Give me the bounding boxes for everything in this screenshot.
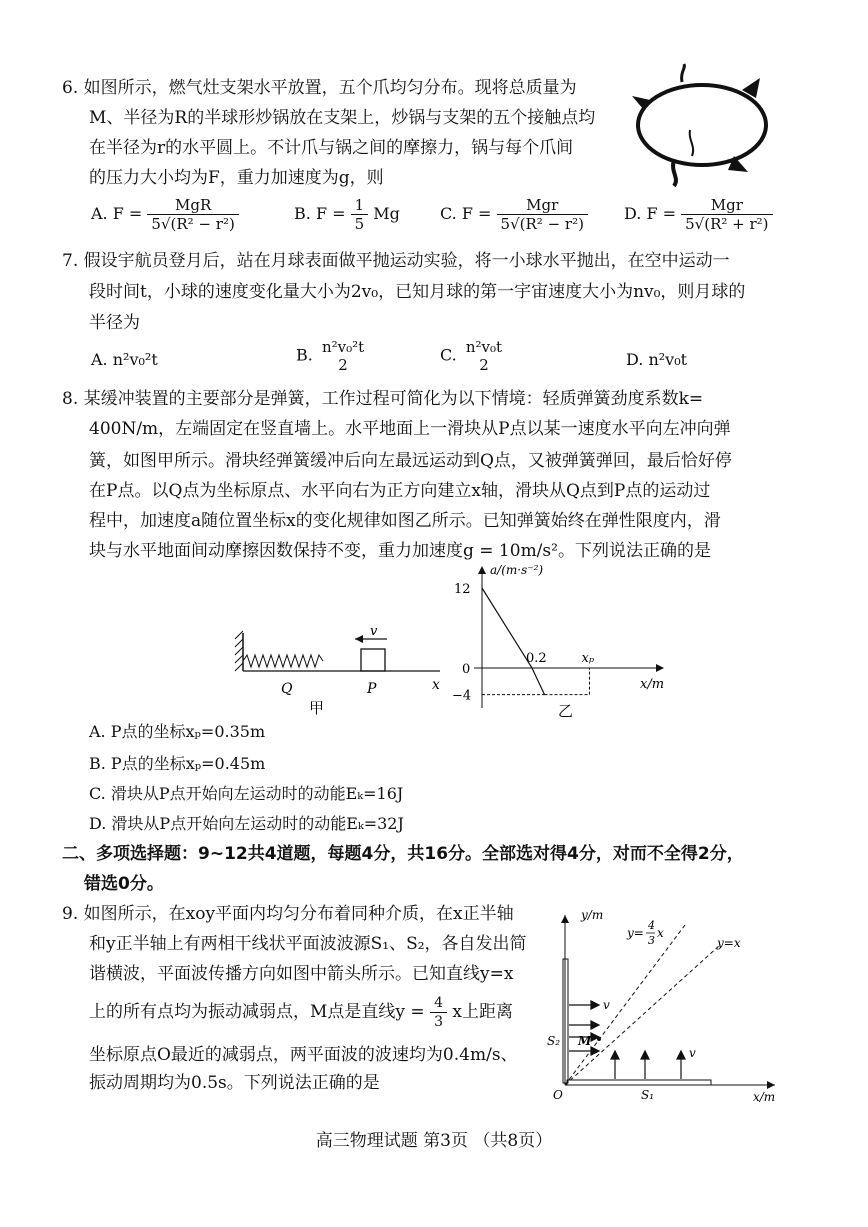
q8-option-b: B. P点的坐标xₚ=0.45m (89, 754, 266, 773)
yi-y-arrow (478, 566, 486, 574)
q9-fig-v2: v (689, 1046, 696, 1060)
jia-caption: 甲 (309, 699, 325, 715)
yi-series-a-x (482, 588, 545, 695)
q8-line-5: 程中，加速度a随位置坐标x的变化规律如图乙所示。已知弹簧始终在弹性限度内，滑 (89, 511, 721, 531)
q9-fig-line1: y= (627, 926, 644, 940)
q8-line-3: 簧，如图甲所示。滑块经弹簧缓冲后向左最远运动到Q点，又被弹簧弹回，最后恰好停 (89, 451, 732, 471)
q9-fig-ylabel: y/m (581, 908, 604, 922)
q6-option-a: A. F = $\frac{\text{MgR}}{\text{5√(R² − r²)}}$ (91, 196, 239, 233)
q6-line-1: 6. 如图所示，燃气灶支架水平放置，五个爪均匀分布。现将总质量为 (62, 78, 577, 98)
q6-line-4: 的压力大小均为F，重力加速度为g，则 (89, 168, 384, 188)
q7-line-1: 7. 假设宇航员登月后，站在月球表面做平抛运动实验，将一小球水平抛出，在空中运动一 (62, 251, 730, 271)
section2-heading-cont: 错选0分。 (84, 874, 164, 894)
q9-fig-m: M (578, 1034, 592, 1048)
q8-line-6: 块与水平地面间动摩擦因数保持不变，重力加速度g = 10m/s²。下列说法正确的是 (89, 541, 711, 561)
q9-fig-line1-num: 4 (648, 919, 655, 932)
q7-option-b: B. n²v₀²t 2 (296, 338, 365, 374)
q9-fig-line1-x: x (657, 926, 664, 940)
yi-ylabel: a/(m·s⁻²) (490, 563, 544, 577)
yi-caption: 乙 (558, 702, 574, 720)
q6-a-den: 5√(R² − r²) (151, 215, 235, 233)
q9-fig-xlabel: x/m (753, 1090, 776, 1104)
q6-option-d: D. F = $\frac{\text{Mgr}}{\text{5√(R² + r²)}}$ (624, 196, 773, 233)
section2-heading: 二、多项选择题：9~12共4道题，每题4分，共16分。全部选对得4分，对而不全得2分， (62, 844, 744, 864)
yi-x-arrow (656, 664, 664, 672)
q9-line-3: 谐横波，平面波传播方向如图中箭头所示。已知直线y=x (89, 964, 514, 984)
q7-option-a: A. n²v₀²t (91, 350, 158, 369)
q7-line-2: 段时间t，小球的速度变化量大小为2v₀，已知月球的第一宇宙速度大小为nv₀，则月球的 (89, 282, 746, 302)
q6-option-b: B. F = $\frac{1}{5}$ Mg (294, 196, 400, 233)
jia-v-label: v (370, 624, 378, 639)
yi-tick-xp: xₚ (581, 651, 595, 666)
page-footer: 高三物理试题 第3页 （共8页） (315, 1131, 553, 1151)
q9-fig-origin: O (553, 1088, 563, 1102)
yi-tick-0: 0 (462, 662, 471, 677)
q9-fig-s1: S₁ (641, 1088, 655, 1102)
q9-line-6: 振动周期均为0.5s。下列说法正确的是 (89, 1073, 380, 1093)
q8-line-4: 在P点。以Q点为坐标原点、水平向右为正方向建立x轴，滑块从Q点到P点的运动过 (89, 481, 711, 501)
q9-wave-figure (545, 895, 785, 1105)
q9-fig-line2: y=x (717, 936, 741, 950)
q8-option-d: D. 滑块从P点开始向左运动时的动能Eₖ=32J (89, 814, 404, 833)
q6-line-2: M、半径为R的半球形炒锅放在支架上，炒锅与支架的五个接触点均 (89, 108, 596, 128)
q9-line-4: 上的所有点均为振动减弱点，M点是直线y = $\frac{4}{3}$ x上距离 (89, 995, 513, 1030)
q6-a-num: MgR (147, 196, 238, 215)
q6-line-3: 在半径为r的水平圆上。不计爪与锅之间的摩擦力，锅与每个爪间 (89, 138, 574, 158)
yi-tick-neg4: −4 (452, 688, 472, 704)
q8-line-2: 400N/m，左端固定在竖直墙上。水平地面上一滑块从P点以某一速度水平向左冲向弹 (89, 419, 731, 439)
figure-yi-acceleration-chart (440, 560, 690, 720)
q8-option-a: A. P点的坐标xₚ=0.35m (89, 722, 266, 741)
q8-option-c: C. 滑块从P点开始向左运动时的动能Eₖ=16J (89, 784, 404, 803)
q7-option-d: D. n²v₀t (626, 350, 688, 369)
yi-tick-0.2: 0.2 (526, 651, 547, 666)
q9-fig-v1: v (603, 998, 610, 1012)
q6-option-c: C. F = $\frac{\text{Mgr}}{\text{5√(R² − r²)}}$ (440, 196, 588, 233)
figure-jia-spring-block (225, 615, 455, 715)
yi-tick-12: 12 (454, 582, 471, 597)
jia-q-label: Q (281, 681, 293, 697)
q9-line-5: 坐标原点O最近的减弱点，两平面波的波速均为0.4m/s、 (89, 1045, 518, 1065)
jia-x-label: x (432, 677, 440, 693)
q7-line-3: 半径为 (89, 313, 140, 333)
q9-line-1: 9. 如图所示，在xoy平面内均匀分布着同种介质，在x正半轴 (62, 904, 514, 924)
q8-line-1: 8. 某缓冲装置的主要部分是弹簧，工作过程可简化为以下情境：轻质弹簧劲度系数k= (62, 389, 704, 409)
q9-line-2: 和y正半轴上有两相干线状平面波波源S₁、S₂，各自发出简 (89, 934, 527, 954)
jia-p-label: P (367, 681, 377, 697)
yi-xlabel: x/m (640, 677, 665, 692)
q9-fig-line1-den: 3 (648, 934, 655, 947)
q9-fig-s2: S₂ (547, 1034, 561, 1048)
stove-support-figure (630, 60, 780, 190)
q7-option-c: C. n²v₀t 2 (440, 338, 503, 374)
